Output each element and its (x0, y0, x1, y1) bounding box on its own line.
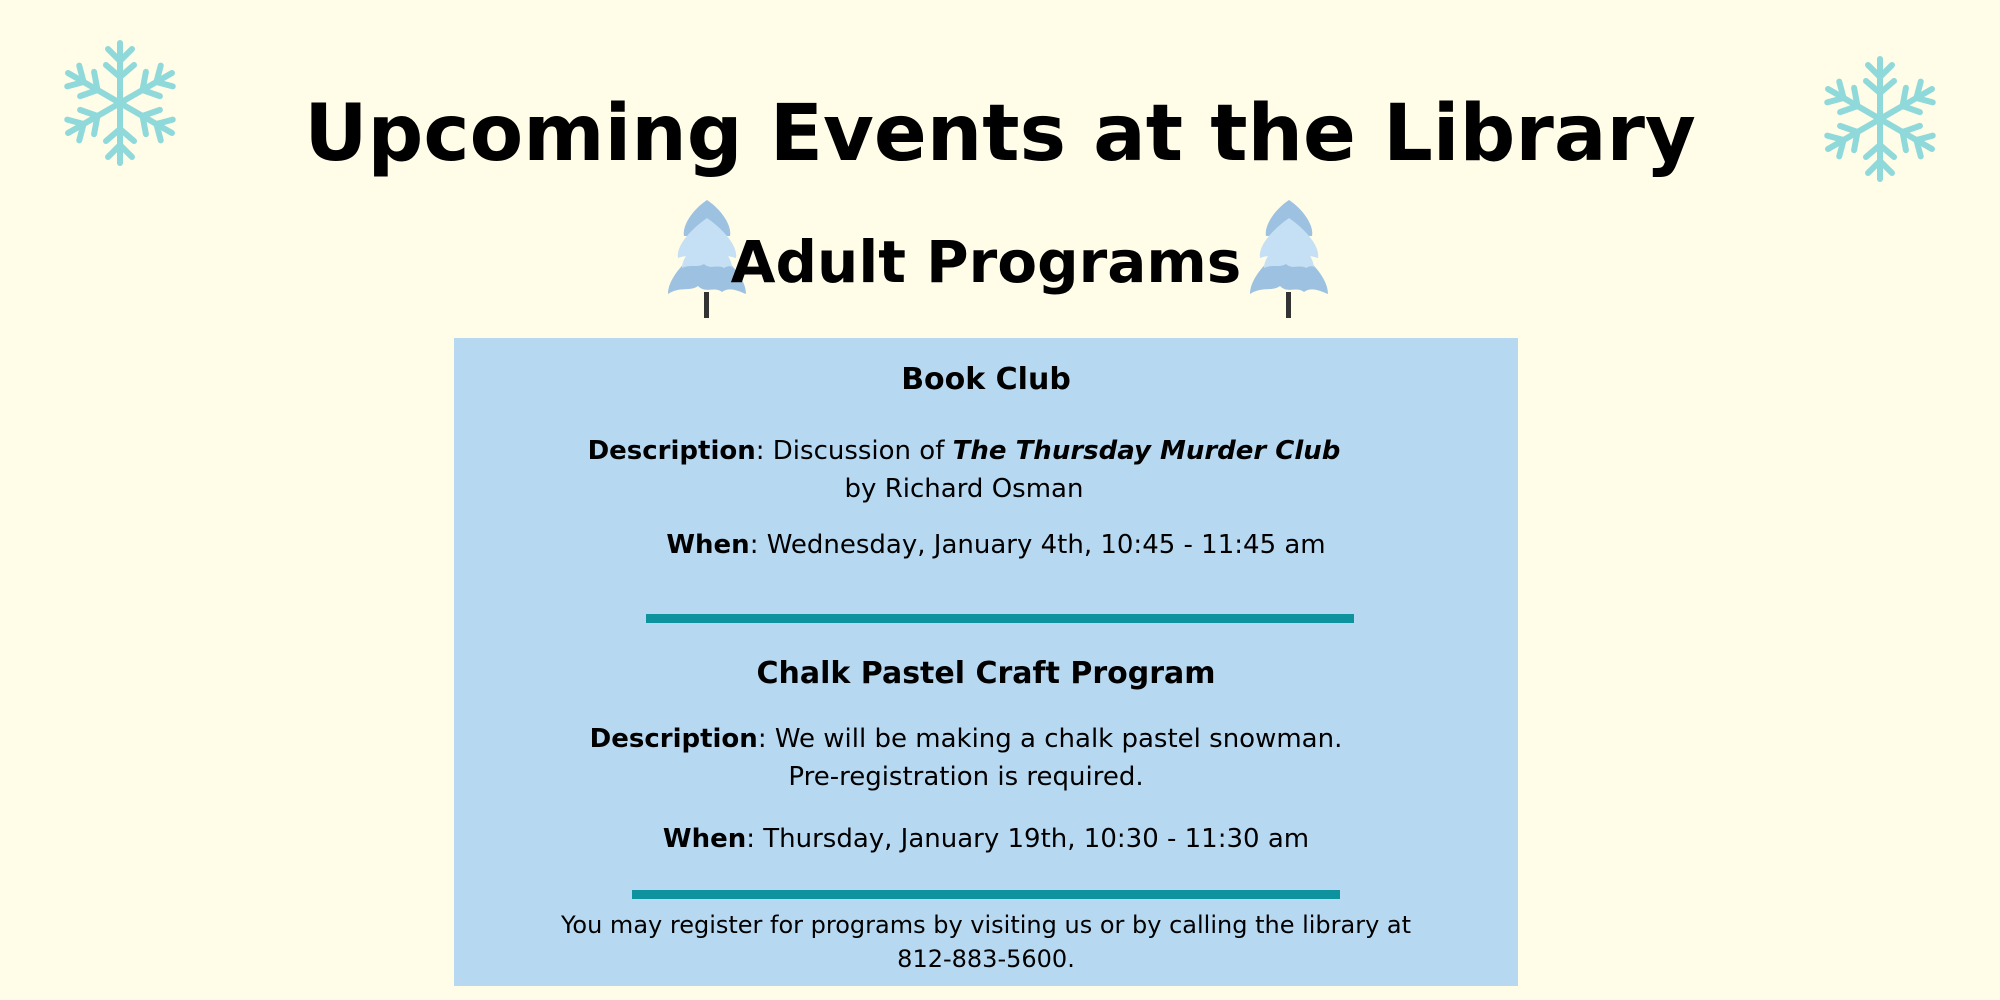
book-title: The Thursday Murder Club (952, 436, 1341, 466)
divider (646, 614, 1354, 623)
registration-note: You may register for programs by visiting us or by calling the library at 812-883-5600. (560, 911, 1412, 973)
when-text: : Thursday, January 19th, 10:30 - 11:30 am (746, 824, 1310, 854)
description-prefix: : Discussion of (755, 436, 953, 466)
description-suffix: by Richard Osman (844, 474, 1084, 504)
when-label: When (666, 530, 750, 560)
page-title: Upcoming Events at the Library (304, 89, 1696, 179)
description-label: Description (587, 436, 756, 466)
section-header (0, 196, 2000, 326)
divider (632, 890, 1340, 899)
event-title: Book Club (901, 362, 1071, 397)
winter-tree-icon (1244, 196, 1334, 326)
events-panel (454, 338, 1518, 986)
description-text: : We will be making a chalk pastel snowman. Pre-registration is required. (757, 724, 1343, 792)
event-when (454, 526, 1538, 564)
when-text: : Wednesday, January 4th, 10:45 - 11:45 am (749, 530, 1326, 560)
event-description (574, 432, 1354, 508)
event-description (576, 720, 1356, 796)
description-label: Description (589, 724, 758, 754)
event-title: Chalk Pastel Craft Program (756, 656, 1216, 691)
when-label: When (662, 824, 747, 854)
section-title: Adult Programs (730, 228, 1242, 296)
event-when (454, 820, 1518, 858)
